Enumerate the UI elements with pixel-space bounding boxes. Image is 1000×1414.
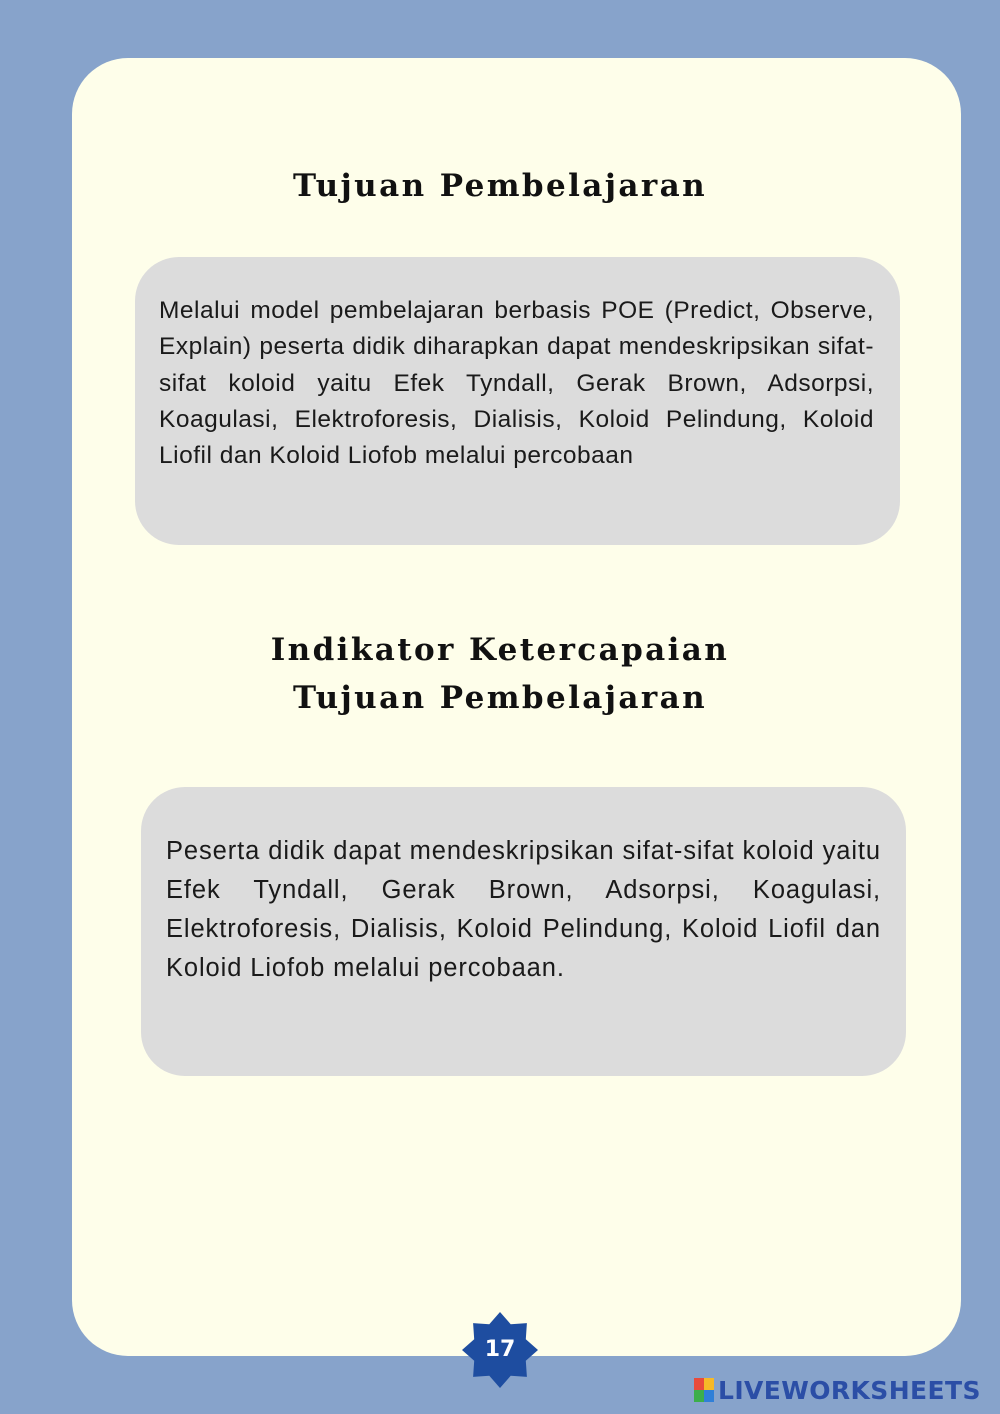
indicator-text-box: [141, 787, 906, 1076]
section-title-tujuan: Tujuan Pembelajaran: [292, 168, 708, 204]
liveworksheets-brand[interactable]: [694, 1376, 981, 1404]
page-number: 17: [484, 1337, 516, 1362]
objective-text-box: [135, 257, 900, 545]
section-title-line1: Indikator Ketercapaian: [270, 632, 730, 668]
indicator-text: Peserta didik dapat mendeskripsikan sifat-sifat koloid yaitu Efek Tyndall, Gerak Brown, Adsorpsi, Koagulasi, Elektroforesis, Dialisis, Koloid Pelindung, Koloid Liofil dan Koloid Liofob melalui percobaan.: [166, 837, 881, 982]
liveworksheets-logo-icon: [694, 1378, 714, 1402]
section-title-line2: Tujuan Pembelajaran: [292, 680, 708, 716]
brand-text: LIVEWORKSHEETS: [718, 1375, 981, 1405]
section-title-indikator: [0, 626, 1000, 722]
page-number-badge: [462, 1312, 538, 1388]
objective-text: Melalui model pembelajaran berbasis POE (Predict, Observe, Explain) peserta didik diharapkan dapat mendeskripsikan sifat-sifat koloid yaitu Efek Tyndall, Gerak Brown, Adsorpsi, Koagulasi, Elektroforesis, Dialisis, Koloid Pelindung, Koloid Liofil dan Koloid Liofob melalui percobaan: [159, 297, 874, 470]
